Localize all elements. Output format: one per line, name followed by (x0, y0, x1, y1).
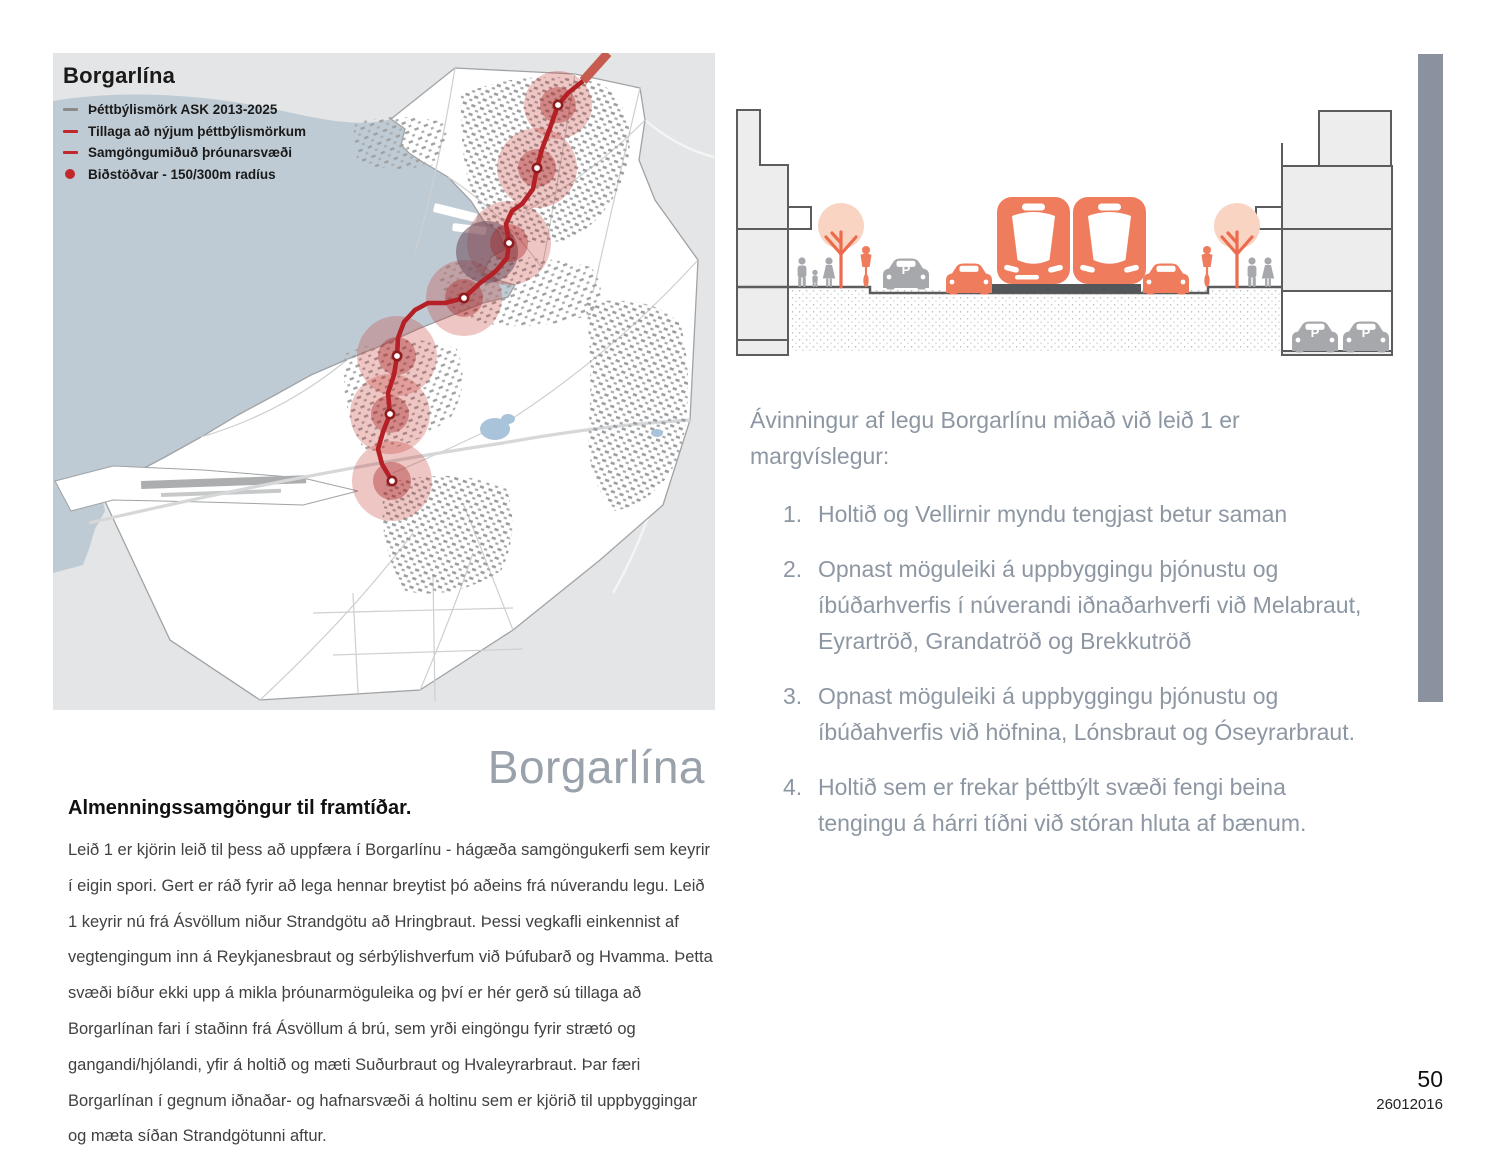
legend-item-label: Biðstöðvar - 150/300m radíus (88, 166, 276, 182)
pedestrians-icon (798, 257, 836, 287)
legend-item (63, 99, 313, 121)
benefit-item (750, 769, 1375, 841)
page-number: 50 (1417, 1066, 1443, 1092)
ground-texture (790, 289, 1282, 353)
page-title: Borgarlína (487, 741, 705, 793)
cyclist-icon (1202, 246, 1213, 287)
cyclist-icon (861, 246, 872, 287)
benefit-number: 4. (783, 774, 803, 800)
legend-item (63, 142, 313, 164)
parking-label: P (1361, 325, 1371, 340)
benefit-text: Opnast möguleiki á uppbyggingu þjónustu og íbúðarhverfis í núverandi iðnaðarhverfi við Melabraut, Eyrartröð, Grandatröð og Brekkutröð (818, 556, 1362, 654)
parking-label: P (1310, 325, 1320, 340)
red-dot-swatch (63, 169, 80, 179)
benefit-number: 3. (783, 683, 803, 709)
car-icon (1143, 264, 1189, 295)
borgarlina-map (53, 53, 715, 710)
legend-item-label: Þéttbýlismörk ASK 2013-2025 (88, 102, 278, 118)
gray-line-swatch (63, 108, 80, 111)
benefit-number: 1. (783, 501, 803, 527)
legend-item-label: Tillaga að nýjum þéttbýlismörkum (88, 123, 307, 139)
red-line-swatch (63, 151, 80, 154)
car-icon (946, 264, 992, 295)
legend-item (63, 164, 313, 186)
brt-vehicle-icon (1073, 197, 1146, 284)
article (68, 797, 718, 1155)
parking-label: P (901, 262, 911, 277)
pedestrians-icon (1248, 257, 1275, 287)
benefit-item (750, 678, 1375, 750)
benefit-item (750, 496, 1375, 532)
article-body: Leið 1 er kjörin leið til þess að uppfæra í Borgarlínu - hágæða samgöngukerfi sem keyrir í eigin spori. Gert er ráð fyrir að lega hennar breytist þó aðeins frá núverandu legu. Leið 1 keyrir nú frá Ásvöllum niður Strandgötu að Hringbraut. Þessi vegkafli einkennist af vegtengingum inn á Reykjanesbraut og sérbýlishverfum við Þúfubarð og Hvamma. Þetta svæði bíður ekki upp á mikla þróunarmöguleika og því er hér gerð sú tillaga að Borgarlínan fari í staðinn frá Ásvöllum á brú, sem yrði eingöngu fyrir strætó og gangandi/hjólandi, yfir á holtið og mæti Suðurbraut og Hvaleyrarbraut. Þar færi Borgarlínan í gegnum iðnaðar- og hafnarsvæði á holtinu sem er kjörið til uppbyggingar og mæta síðan Strandgötunni aftur. (68, 841, 713, 1146)
benefit-text: Opnast möguleiki á uppbyggingu þjónustu og íbúðahverfis við höfnina, Lónsbraut og Óseyrarbraut. (818, 683, 1355, 745)
brt-vehicle-icon (997, 197, 1070, 284)
benefits-intro: Ávinningur af legu Borgarlínu miðað við leið 1 er margvíslegur: (750, 407, 1240, 469)
legend-title: Borgarlína (63, 63, 176, 88)
red-line-swatch (63, 130, 80, 133)
legend-item (63, 121, 313, 143)
legend-item-label: Samgöngumiðuð þróunarsvæði (88, 145, 293, 161)
street-cross-section-illustration (735, 58, 1393, 358)
benefit-text: Holtið og Vellirnir myndu tengjast betur saman (818, 501, 1288, 527)
benefit-item (750, 551, 1375, 659)
benefit-text: Holtið sem er frekar þéttbýlt svæði fengi beina tengingu á hárri tíðni við stóran hluta af bænum. (818, 774, 1307, 836)
article-subtitle: Almenningssamgöngur til framtíðar. (68, 797, 412, 819)
benefits-section (750, 402, 1375, 860)
map-legend (63, 63, 313, 185)
brt-lane-platform (985, 284, 1141, 293)
side-accent-bar (1418, 54, 1443, 702)
brt-vehicle-detail (1015, 275, 1039, 280)
benefit-number: 2. (783, 556, 803, 582)
page-date: 26012016 (1376, 1096, 1443, 1113)
